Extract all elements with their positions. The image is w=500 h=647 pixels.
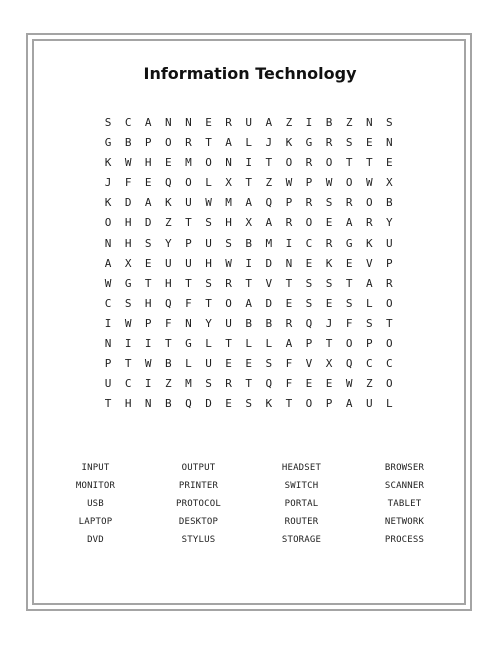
grid-letter: D	[265, 296, 273, 310]
grid-letter: S	[124, 296, 132, 310]
word-item: DVD	[87, 535, 104, 545]
grid-row	[98, 394, 400, 414]
grid-letter: F	[185, 296, 192, 310]
grid-letter: A	[245, 296, 253, 310]
grid-letter: T	[245, 276, 253, 290]
word-item: NETWORK	[384, 517, 425, 527]
word-item: USB	[87, 499, 104, 509]
grid-letter: N	[104, 236, 112, 250]
grid-letter: U	[185, 256, 192, 270]
grid-letter: L	[365, 296, 373, 310]
grid-row	[98, 374, 400, 394]
grid-letter: O	[345, 176, 353, 190]
grid-letter: T	[205, 136, 212, 150]
grid-letter: J	[265, 136, 273, 150]
grid-letter: O	[205, 156, 212, 170]
grid-letter: Z	[365, 377, 373, 391]
grid-letter: C	[124, 116, 132, 129]
grid-letter: B	[165, 357, 172, 371]
grid-letter: F	[165, 316, 172, 330]
grid-letter: G	[345, 236, 353, 250]
grid-letter: Y	[205, 316, 212, 330]
grid-letter: R	[225, 276, 232, 290]
grid-letter: T	[225, 337, 232, 351]
grid-letter: A	[225, 136, 232, 150]
grid-letter: I	[124, 337, 132, 351]
grid-letter: G	[124, 276, 132, 290]
grid-letter: N	[165, 116, 172, 129]
grid-letter: H	[124, 216, 132, 230]
grid-letter: J	[325, 316, 333, 330]
grid-row	[98, 354, 400, 374]
grid-letter: E	[386, 156, 393, 170]
grid-letter: W	[325, 176, 333, 190]
grid-letter: Z	[345, 116, 353, 129]
grid-letter: T	[185, 216, 192, 230]
grid-letter: O	[305, 397, 313, 411]
grid-letter: P	[365, 337, 373, 351]
letter-grid	[98, 113, 400, 413]
grid-letter: Y	[165, 236, 172, 250]
grid-letter: B	[165, 397, 172, 411]
grid-letter: T	[245, 377, 253, 391]
grid-letter: K	[265, 397, 273, 411]
grid-letter: O	[285, 156, 293, 170]
grid-letter: K	[104, 156, 112, 170]
grid-letter: Q	[345, 357, 353, 371]
grid-letter: R	[345, 196, 353, 210]
grid-letter: S	[245, 397, 253, 411]
grid-letter: H	[124, 236, 132, 250]
grid-letter: E	[305, 377, 313, 391]
grid-letter: O	[185, 176, 192, 190]
grid-letter: R	[365, 216, 373, 230]
grid-letter: G	[104, 136, 112, 150]
grid-letter: A	[365, 276, 373, 290]
grid-letter: G	[185, 337, 192, 351]
grid-letter: P	[285, 196, 293, 210]
grid-letter: W	[144, 357, 152, 371]
grid-letter: Q	[185, 397, 192, 411]
grid-letter: E	[325, 216, 333, 230]
grid-letter: T	[144, 276, 152, 290]
grid-letter: K	[165, 196, 172, 210]
grid-letter: Q	[305, 316, 313, 330]
grid-letter: I	[144, 377, 152, 391]
grid-letter: P	[144, 316, 152, 330]
grid-letter: T	[345, 276, 353, 290]
grid-letter: S	[205, 276, 212, 290]
word-item: SCANNER	[384, 481, 425, 491]
grid-letter: T	[205, 296, 212, 310]
grid-letter: U	[205, 236, 212, 250]
grid-letter: Z	[265, 176, 273, 190]
word-item: PORTAL	[284, 499, 319, 509]
grid-letter: N	[225, 156, 232, 170]
grid-letter: R	[285, 216, 293, 230]
grid-letter: A	[104, 256, 112, 270]
grid-letter: P	[305, 337, 313, 351]
grid-letter: P	[386, 256, 393, 270]
grid-letter: O	[386, 296, 393, 310]
grid-letter: U	[225, 316, 232, 330]
grid-letter: A	[285, 337, 293, 351]
grid-letter: S	[205, 216, 212, 230]
grid-letter: S	[305, 276, 313, 290]
grid-letter: O	[104, 216, 112, 230]
grid-letter: I	[245, 256, 253, 270]
grid-letter: B	[325, 116, 333, 129]
grid-letter: T	[185, 276, 192, 290]
grid-letter: X	[386, 176, 393, 190]
word-item: TABLET	[387, 499, 422, 509]
grid-letter: R	[325, 136, 333, 150]
grid-letter: S	[365, 316, 373, 330]
word-item: HEADSET	[281, 463, 322, 473]
grid-letter: H	[205, 256, 212, 270]
grid-letter: S	[205, 377, 212, 391]
grid-letter: L	[245, 337, 253, 351]
grid-letter: K	[104, 196, 112, 210]
grid-letter: T	[345, 156, 353, 170]
word-item: OUTPUT	[181, 463, 216, 473]
grid-letter: H	[124, 397, 132, 411]
word-item: LAPTOP	[78, 517, 113, 527]
grid-letter: R	[185, 136, 192, 150]
grid-row	[98, 133, 400, 153]
grid-letter: R	[225, 116, 232, 129]
grid-letter: W	[345, 377, 353, 391]
grid-letter: E	[345, 256, 353, 270]
grid-letter: B	[124, 136, 132, 150]
grid-letter: E	[144, 256, 152, 270]
grid-letter: E	[325, 296, 333, 310]
grid-letter: Q	[265, 377, 273, 391]
grid-letter: F	[345, 316, 353, 330]
grid-letter: T	[386, 316, 393, 330]
grid-row	[98, 314, 400, 334]
grid-letter: Q	[165, 176, 172, 190]
grid-letter: C	[104, 296, 112, 310]
grid-row	[98, 213, 400, 233]
grid-letter: H	[144, 296, 152, 310]
grid-letter: D	[205, 397, 212, 411]
grid-row	[98, 334, 400, 354]
grid-letter: Z	[165, 377, 172, 391]
grid-letter: K	[325, 256, 333, 270]
word-item: PROCESS	[384, 535, 425, 545]
grid-letter: R	[325, 236, 333, 250]
grid-letter: V	[365, 256, 373, 270]
grid-row	[98, 173, 400, 193]
grid-letter: O	[305, 216, 313, 230]
grid-letter: E	[245, 357, 253, 371]
grid-letter: B	[265, 316, 273, 330]
grid-letter: U	[185, 196, 192, 210]
grid-letter: V	[265, 276, 273, 290]
grid-letter: M	[225, 196, 232, 210]
word-item: MONITOR	[75, 481, 116, 491]
grid-letter: E	[205, 116, 212, 129]
grid-letter: S	[325, 196, 333, 210]
grid-letter: R	[305, 156, 313, 170]
grid-letter: X	[325, 357, 333, 371]
grid-letter: G	[305, 136, 313, 150]
grid-letter: T	[124, 357, 132, 371]
grid-letter: M	[265, 236, 273, 250]
grid-letter: S	[345, 136, 353, 150]
grid-letter: Q	[165, 296, 172, 310]
grid-letter: P	[185, 236, 192, 250]
grid-letter: R	[305, 196, 313, 210]
grid-letter: Z	[285, 116, 293, 129]
grid-letter: W	[205, 196, 212, 210]
grid-letter: B	[386, 196, 393, 210]
grid-letter: S	[144, 236, 152, 250]
grid-letter: S	[345, 296, 353, 310]
grid-letter: A	[265, 116, 273, 129]
grid-letter: W	[104, 276, 112, 290]
grid-letter: O	[345, 337, 353, 351]
grid-letter: K	[285, 136, 293, 150]
grid-letter: J	[104, 176, 112, 190]
grid-letter: W	[124, 156, 132, 170]
grid-letter: N	[104, 337, 112, 351]
grid-letter: M	[185, 156, 192, 170]
grid-letter: H	[144, 156, 152, 170]
word-bank	[44, 459, 456, 549]
grid-letter: W	[285, 176, 293, 190]
grid-letter: U	[386, 236, 393, 250]
grid-letter: S	[386, 116, 393, 129]
grid-letter: A	[345, 216, 353, 230]
grid-row	[98, 234, 400, 254]
grid-letter: W	[225, 256, 232, 270]
grid-letter: I	[104, 316, 112, 330]
grid-letter: O	[225, 296, 232, 310]
grid-letter: O	[365, 196, 373, 210]
grid-letter: L	[205, 337, 212, 351]
grid-letter: N	[365, 116, 373, 129]
grid-letter: A	[265, 216, 273, 230]
grid-letter: A	[144, 116, 152, 129]
grid-letter: T	[285, 276, 293, 290]
grid-letter: U	[104, 377, 112, 391]
grid-row	[98, 193, 400, 213]
grid-letter: M	[185, 377, 192, 391]
grid-letter: C	[124, 377, 132, 391]
grid-row	[98, 294, 400, 314]
grid-letter: H	[225, 216, 232, 230]
grid-letter: P	[325, 397, 333, 411]
grid-letter: S	[225, 236, 232, 250]
grid-letter: X	[225, 176, 232, 190]
grid-letter: I	[305, 116, 313, 129]
grid-row	[98, 254, 400, 274]
grid-letter: R	[225, 377, 232, 391]
grid-letter: F	[124, 176, 132, 190]
grid-letter: L	[205, 176, 212, 190]
grid-letter: H	[165, 276, 172, 290]
grid-letter: N	[144, 397, 152, 411]
grid-letter: V	[305, 357, 313, 371]
word-item: DESKTOP	[178, 517, 219, 527]
word-item: STYLUS	[181, 535, 216, 545]
page-title: Information Technology	[143, 64, 357, 83]
grid-letter: C	[386, 357, 393, 371]
grid-letter: T	[245, 176, 253, 190]
grid-letter: E	[305, 256, 313, 270]
word-item: SWITCH	[284, 481, 319, 491]
grid-letter: T	[104, 397, 112, 411]
grid-letter: W	[124, 316, 132, 330]
grid-letter: A	[345, 397, 353, 411]
grid-letter: N	[386, 136, 393, 150]
grid-letter: B	[245, 236, 253, 250]
grid-letter: T	[365, 156, 373, 170]
grid-letter: K	[365, 236, 373, 250]
grid-letter: A	[245, 196, 253, 210]
grid-letter: E	[325, 377, 333, 391]
grid-row	[98, 153, 400, 173]
grid-letter: F	[285, 357, 293, 371]
grid-letter: O	[325, 156, 333, 170]
grid-letter: F	[285, 377, 293, 391]
grid-letter: N	[185, 316, 192, 330]
grid-letter: C	[305, 236, 313, 250]
word-item: INPUT	[81, 463, 110, 473]
grid-letter: S	[325, 276, 333, 290]
word-item: PRINTER	[178, 481, 219, 491]
grid-row	[98, 274, 400, 294]
grid-letter: N	[185, 116, 192, 129]
grid-letter: L	[265, 337, 273, 351]
word-item: STORAGE	[281, 535, 322, 545]
grid-letter: T	[265, 156, 273, 170]
grid-letter: E	[144, 176, 152, 190]
word-item: BROWSER	[384, 463, 425, 473]
grid-letter: E	[285, 296, 293, 310]
grid-letter: T	[165, 337, 172, 351]
grid-letter: W	[365, 176, 373, 190]
grid-letter: U	[165, 256, 172, 270]
grid-letter: I	[144, 337, 152, 351]
grid-letter: Q	[265, 196, 273, 210]
grid-letter: L	[185, 357, 192, 371]
grid-letter: E	[165, 156, 172, 170]
grid-letter: R	[386, 276, 393, 290]
grid-letter: E	[225, 397, 232, 411]
grid-letter: O	[165, 136, 172, 150]
grid-letter: D	[124, 196, 132, 210]
grid-letter: I	[245, 156, 253, 170]
grid-letter: X	[124, 256, 132, 270]
grid-letter: A	[144, 196, 152, 210]
grid-letter: U	[205, 357, 212, 371]
grid-letter: Y	[386, 216, 393, 230]
grid-letter: L	[386, 397, 393, 411]
grid-letter: U	[245, 116, 253, 129]
word-item: ROUTER	[284, 517, 319, 527]
grid-row	[98, 113, 400, 133]
grid-letter: P	[104, 357, 112, 371]
grid-letter: O	[386, 337, 393, 351]
grid-letter: I	[285, 236, 293, 250]
grid-letter: D	[265, 256, 273, 270]
grid-letter: T	[285, 397, 293, 411]
grid-letter: Z	[165, 216, 172, 230]
grid-letter: P	[144, 136, 152, 150]
grid-letter: B	[245, 316, 253, 330]
grid-letter: R	[285, 316, 293, 330]
grid-letter: S	[305, 296, 313, 310]
grid-letter: L	[245, 136, 253, 150]
grid-letter: P	[305, 176, 313, 190]
grid-letter: N	[285, 256, 293, 270]
grid-letter: D	[144, 216, 152, 230]
grid-letter: E	[225, 357, 232, 371]
grid-letter: E	[365, 136, 373, 150]
grid-letter: T	[325, 337, 333, 351]
grid-letter: O	[386, 377, 393, 391]
grid-letter: C	[365, 357, 373, 371]
grid-letter: X	[245, 216, 253, 230]
grid-letter: S	[265, 357, 273, 371]
grid-letter: S	[104, 116, 112, 129]
grid-letter: U	[365, 397, 373, 411]
word-item: PROTOCOL	[176, 499, 221, 509]
